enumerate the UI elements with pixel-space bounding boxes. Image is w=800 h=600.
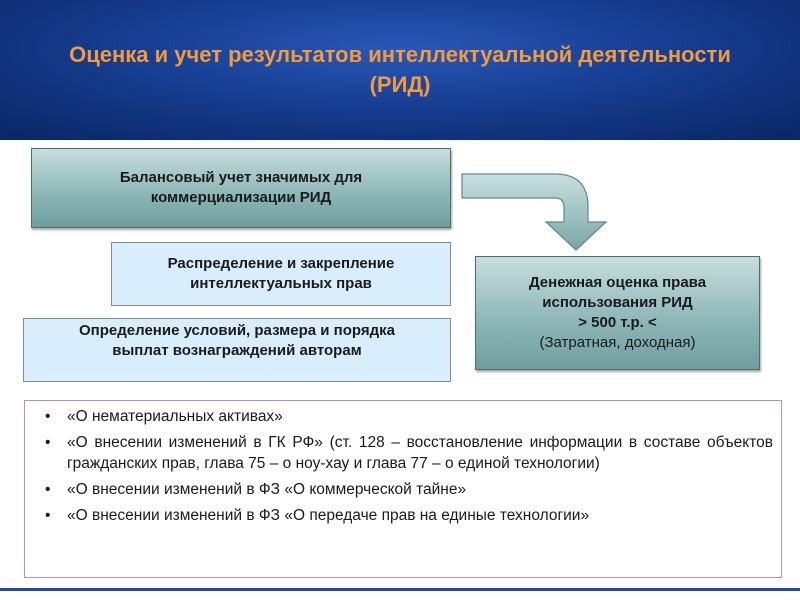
valuation-title: Денежная оценка права использования РИД xyxy=(528,274,707,311)
balance-accounting-box xyxy=(31,148,451,228)
list-item: • «О внесении изменений в ФЗ «О передаче прав на единые технологии» xyxy=(45,505,773,526)
author-rewards-label: Определение условий, размера и порядка выплат вознаграждений авторам xyxy=(79,322,395,359)
laws-list xyxy=(45,406,773,526)
curved-arrow-icon xyxy=(460,160,620,260)
list-item: • «О внесении изменений в ГК РФ» (ст. 128 – восстановление информации в составе объектов гражданских прав, глава 75 – о ноу-хау и глава 77 – о единой технологии) xyxy=(45,432,773,474)
rights-distribution-label: Распределение и закрепление интеллектуальных прав xyxy=(167,255,395,292)
valuation-threshold: > 500 т.р. < xyxy=(578,314,657,331)
laws-panel xyxy=(24,400,782,578)
valuation-methods: (Затратная, доходная) xyxy=(539,334,696,351)
monetary-valuation-box xyxy=(475,256,760,370)
rights-distribution-box xyxy=(111,242,451,306)
footer-divider xyxy=(0,588,800,591)
page-title: Оценка и учет результатов интеллектуальной деятельности (РИД) xyxy=(69,42,731,97)
balance-accounting-label: Балансовый учет значимых для коммерциализации РИД xyxy=(119,169,363,206)
list-item: • «О внесении изменений в ФЗ «О коммерческой тайне» xyxy=(45,479,773,500)
list-item: • «О нематериальных активах» xyxy=(45,406,773,427)
author-rewards-box xyxy=(23,318,451,382)
